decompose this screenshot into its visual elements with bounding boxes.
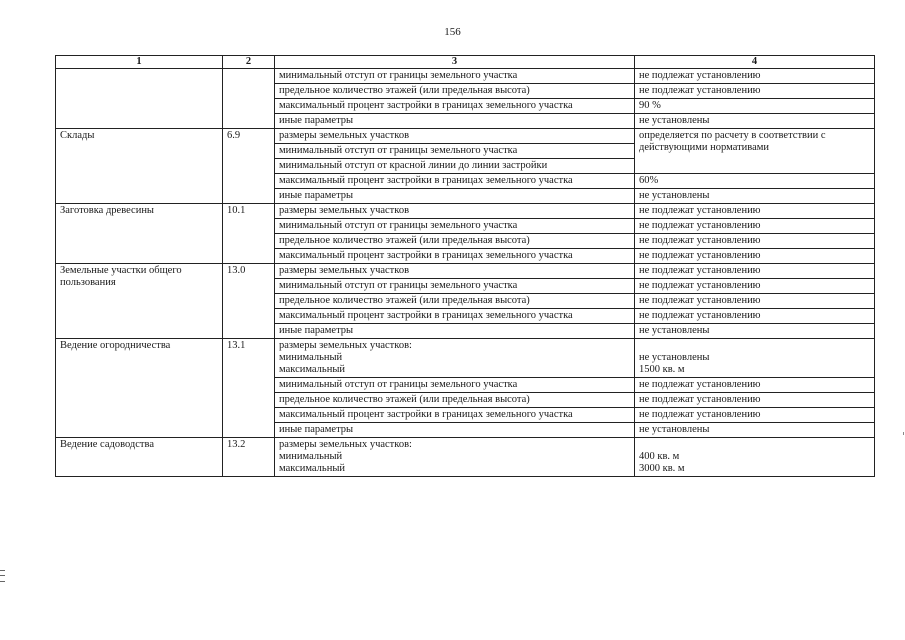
parameter-cell: иные параметры [275, 324, 635, 339]
parameter-cell: максимальный процент застройки в границах земельного участка [275, 249, 635, 264]
value-min: не установлены [639, 352, 710, 363]
parameter-cell: иные параметры [275, 114, 635, 129]
code-cell: 13.0 [223, 264, 275, 339]
code-cell: 6.9 [223, 129, 275, 204]
parameter-cell: минимальный отступ от границы земельного участка [275, 144, 635, 159]
parameter-min-label: минимальный [279, 451, 343, 462]
parameter-min-label: минимальный [279, 352, 343, 363]
value-cell: не подлежат установлению [635, 219, 875, 234]
code-cell: 10.1 [223, 204, 275, 264]
parameter-cell: предельное количество этажей (или предельная высота) [275, 294, 635, 309]
parameter-cell: максимальный процент застройки в границах земельного участка [275, 309, 635, 324]
value-cell: не установлены [635, 114, 875, 129]
value-cell: не подлежат установлению [635, 234, 875, 249]
value-max: 1500 кв. м [639, 364, 685, 375]
parameter-cell: предельное количество этажей (или предельная высота) [275, 234, 635, 249]
column-header-2: 2 [223, 56, 275, 69]
parameter-cell: максимальный процент застройки в границах земельного участка [275, 174, 635, 189]
use-type-cell: Заготовка древесины [56, 204, 223, 264]
code-cell: 13.2 [223, 438, 275, 477]
parameter-cell [275, 339, 635, 378]
use-type-cell: Ведение садоводства [56, 438, 223, 477]
value-cell: 60% [635, 174, 875, 189]
table-row [56, 204, 875, 219]
value-cell: не подлежат установлению [635, 279, 875, 294]
value-max: 3000 кв. м [639, 463, 685, 474]
value-cell: не установлены [635, 189, 875, 204]
parameter-heading: размеры земельных участков: [279, 340, 412, 351]
table-row [56, 69, 875, 84]
value-cell: не подлежат установлению [635, 264, 875, 279]
value-cell: не подлежат установлению [635, 393, 875, 408]
value-cell: определяется по расчету в соответствии с действующими нормативами [635, 129, 875, 174]
column-header-1: 1 [56, 56, 223, 69]
value-cell [635, 339, 875, 378]
parameter-cell: минимальный отступ от границы земельного участка [275, 378, 635, 393]
parameter-cell: иные параметры [275, 423, 635, 438]
value-cell: не подлежат установлению [635, 249, 875, 264]
parameter-cell: размеры земельных участков [275, 129, 635, 144]
parameter-cell: минимальный отступ от границы земельного участка [275, 219, 635, 234]
use-type-cell: Ведение огородничества [56, 339, 223, 438]
value-cell: не подлежат установлению [635, 309, 875, 324]
use-type-cell: Земельные участки общего пользования [56, 264, 223, 339]
parameter-cell: размеры земельных участков [275, 264, 635, 279]
parameter-cell: минимальный отступ от границы земельного участка [275, 69, 635, 84]
parameter-cell: размеры земельных участков [275, 204, 635, 219]
parameter-cell: минимальный отступ от красной линии до линии застройки [275, 159, 635, 174]
value-cell: не подлежат установлению [635, 204, 875, 219]
value-cell: не установлены [635, 324, 875, 339]
value-cell: не подлежат установлению [635, 408, 875, 423]
parameter-cell: иные параметры [275, 189, 635, 204]
land-use-table [55, 55, 875, 477]
parameter-cell: предельное количество этажей (или предельная высота) [275, 84, 635, 99]
header-row [56, 56, 875, 69]
table-row [56, 129, 875, 144]
parameter-cell: максимальный процент застройки в границах земельного участка [275, 99, 635, 114]
column-header-3: 3 [275, 56, 635, 69]
scan-edge-mark [0, 570, 5, 582]
parameter-max-label: максимальный [279, 364, 345, 375]
value-min: 400 кв. м [639, 451, 680, 462]
table-row [56, 339, 875, 378]
value-cell: 90 % [635, 99, 875, 114]
code-cell [223, 69, 275, 129]
value-cell: не подлежат установлению [635, 378, 875, 393]
value-cell: не подлежат установлению [635, 294, 875, 309]
parameter-max-label: максимальный [279, 463, 345, 474]
column-header-4: 4 [635, 56, 875, 69]
value-cell: не подлежат установлению [635, 69, 875, 84]
use-type-cell [56, 69, 223, 129]
value-cell [635, 438, 875, 477]
parameter-cell: максимальный процент застройки в границах земельного участка [275, 408, 635, 423]
table-row [56, 438, 875, 477]
page-number: 156 [444, 26, 461, 38]
scan-edge-dot [903, 432, 904, 435]
value-cell: не подлежат установлению [635, 84, 875, 99]
parameter-cell [275, 438, 635, 477]
value-cell: не установлены [635, 423, 875, 438]
table-row [56, 264, 875, 279]
parameter-cell: минимальный отступ от границы земельного участка [275, 279, 635, 294]
use-type-cell: Склады [56, 129, 223, 204]
parameter-cell: предельное количество этажей (или предельная высота) [275, 393, 635, 408]
code-cell: 13.1 [223, 339, 275, 438]
parameter-heading: размеры земельных участков: [279, 439, 412, 450]
